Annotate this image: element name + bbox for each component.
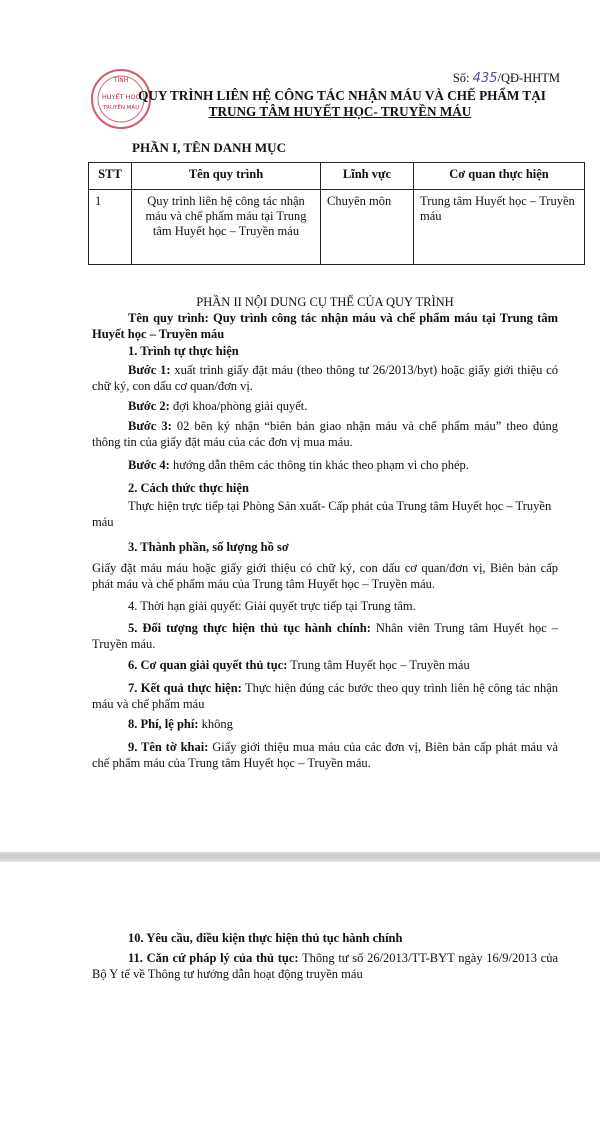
section-7: 7. Kết quả thực hiện: Thực hiện đúng các bước theo quy trình liên hệ công tác nhận máu và chế phẩm máu [92,681,558,711]
section-2-heading: 2. Cách thức thực hiện [128,481,249,495]
section-3-heading: 3. Thành phần, số lượng hồ sơ [128,540,289,554]
cell-field: Chuyên môn [321,190,414,265]
document-page-2 [0,862,600,1130]
procedure-name: Tên quy trình: Quy trình công tác nhận máu và chế phẩm máu tại Trung tâm Huyết học – Truyền máu [92,311,558,341]
step-3: Bước 3: 02 bên ký nhận “biên bản giao nhận máu và chế phẩm máu” theo đúng thông tin của giấy đặt máu của các đơn vị mua máu. [92,419,558,449]
section-11: 11. Căn cứ pháp lý của thủ tục: Thông tư số 26/2013/TT-BYT ngày 16/9/2013 của Bộ Y tế về Thông tư hướng dẫn hoạt động truyền máu [92,951,558,981]
section-3-text: Giấy đặt máu máu hoặc giấy giới thiệu có chữ ký, con dấu cơ quan/đơn vị, Biên bản cấp phát máu và chế phẩm máu của Trung tâm Huyết học – Truyền máu. [92,561,558,591]
table-row [89,190,585,265]
procedure-table [88,162,585,265]
svg-text:TỈNH: TỈNH [113,77,129,84]
section-2-text: Thực hiện trực tiếp tại Phòng Sản xuất- Cấp phát của Trung tâm Huyết học – Truyền máu [92,499,552,529]
section-10: 10. Yêu cầu, điều kiện thực hiện thủ tục hành chính [128,931,403,945]
page-separator [0,852,600,862]
part-1-heading: PHẦN I, TÊN DANH MỤC [132,140,286,155]
header-stt: STT [89,163,132,190]
section-8: 8. Phí, lệ phí: không [128,717,233,731]
table-header-row [89,163,585,190]
document-title-line-2: TRUNG TÂM HUYẾT HỌC- TRUYỀN MÁU [208,104,472,119]
document-number: Số: 435/QĐ-HHTM [452,71,560,86]
document-title-line-1: QUY TRÌNH LIÊN HỆ CÔNG TÁC NHẬN MÁU VÀ CHẾ PHẨM TẠI [138,88,546,103]
cell-procedure-name: Quy trình liên hệ công tác nhận máu và chế phẩm máu tại Trung tâm Huyết học – Truyền máu [132,190,321,265]
header-agency: Cơ quan thực hiện [414,163,585,190]
handwritten-number: 435 [472,71,498,86]
step-1: Bước 1: xuất trình giấy đặt máu (theo thông tư 26/2013/byt) hoặc giấy giới thiệu có chữ ký, con dấu cơ quan/đơn vị. [92,363,558,393]
section-4: 4. Thời hạn giải quyết: Giải quyết trực tiếp tại Trung tâm. [128,599,416,613]
section-1-heading: 1. Trình tự thực hiện [128,344,239,358]
header-field: Lĩnh vực [321,163,414,190]
cell-stt: 1 [89,190,132,265]
section-9: 9. Tên tờ khai: Giấy giới thiệu mua máu của các đơn vị, Biên bản cấp phát máu và chế phẩm máu của Trung tâm Huyết học – Truyền máu. [92,740,558,770]
section-5: 5. Đối tượng thực hiện thủ tục hành chính: Nhân viên Trung tâm Huyết học – Truyền máu. [92,621,558,651]
section-6: 6. Cơ quan giải quyết thủ tục: Trung tâm Huyết học – Truyền máu [128,658,470,672]
step-4: Bước 4: hướng dẫn thêm các thông tin khác theo phạm vi cho phép. [128,458,469,472]
step-2: Bước 2: đợi khoa/phòng giải quyết. [128,399,308,413]
cell-agency: Trung tâm Huyết học – Truyền máu [414,190,585,265]
svg-text:TRUYỀN MÁU: TRUYỀN MÁU [102,105,140,111]
part-2-heading: PHẦN II NỘI DUNG CỤ THỂ CỦA QUY TRÌNH [196,295,454,309]
header-procedure-name: Tên quy trình [132,163,321,190]
svg-text:HUYẾT HỌC: HUYẾT HỌC [101,93,141,101]
